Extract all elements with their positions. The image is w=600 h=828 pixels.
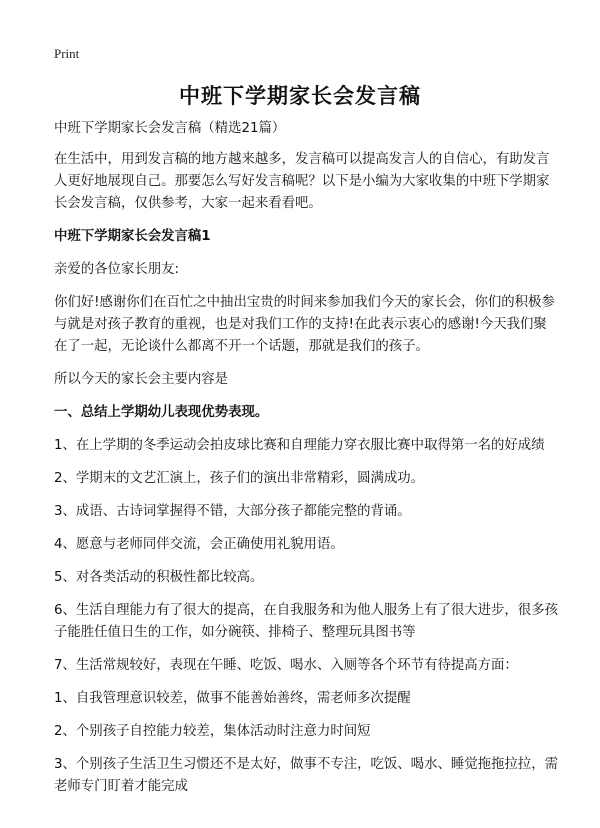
list-item: 3、成语、古诗词掌握得不错，大部分孩子都能完整的背诵。 [54, 504, 411, 519]
intro-paragraph: 在生活中，用到发言稿的地方越来越多，发言稿可以提高发言人的自信心，有助发言人更好地展现自己。那要怎么写好发言稿呢？以下是小编为大家收集的中班下学期家长会发言稿，仅供参考，大家一起来看看吧。 [54, 152, 550, 211]
greeting-paragraph: 亲爱的各位家长朋友: [54, 262, 180, 277]
list-item: 4、愿意与老师同伴交流，会正确使用礼貌用语。 [54, 537, 344, 552]
list-item: 2、个别孩子自控能力较差，集体活动时注意力时间短 [54, 724, 371, 739]
document-subtitle: 中班下学期家长会发言稿（精选21篇） [54, 121, 286, 136]
section-heading: 中班下学期家长会发言稿1 [54, 229, 211, 244]
list-item: 1、自我管理意识较差，做事不能善始善终，需老师多次提醒 [54, 691, 411, 706]
list-item: 2、学期末的文艺汇演上，孩子们的演出非常精彩，圆满成功。 [54, 471, 425, 486]
body-paragraph-2: 所以今天的家长会主要内容是 [54, 372, 229, 387]
list-item: 3、个别孩子生活卫生习惯还不是太好，做事不专注，吃饭、喝水、睡觉拖拖拉拉，需老师专门盯着才能完成 [54, 757, 558, 794]
print-link[interactable]: Print [54, 46, 80, 61]
page-title: 中班下学期家长会发言稿 [179, 84, 421, 108]
list-item: 6、生活自理能力有了很大的提高，在自我服务和为他人服务上有了很大进步，很多孩子能胜任值日生的工作，如分碗筷、排椅子、整理玩具图书等 [54, 603, 558, 640]
part-heading: 一、总结上学期幼儿表现优势表现。 [54, 405, 269, 420]
list-item: 7、生活常规较好，表现在午睡、吃饭、喝水、入厕等各个环节有待提高方面： [54, 658, 518, 673]
list-item: 1、在上学期的冬季运动会拍皮球比赛和自理能力穿衣服比赛中取得第一名的好成绩 [54, 438, 545, 453]
body-paragraph: 你们好!感谢你们在百忙之中抽出宝贵的时间来参加我们今天的家长会，你们的积极参与就是对孩子教育的重视，也是对我们工作的支持!在此表示衷心的感谢!今天我们聚在了一起，无论谈什么都离不开一个话题，那就是我们的孩子。 [54, 295, 555, 354]
document-body [54, 118, 558, 809]
list-item: 5、对各类活动的积极性都比较高。 [54, 570, 264, 585]
